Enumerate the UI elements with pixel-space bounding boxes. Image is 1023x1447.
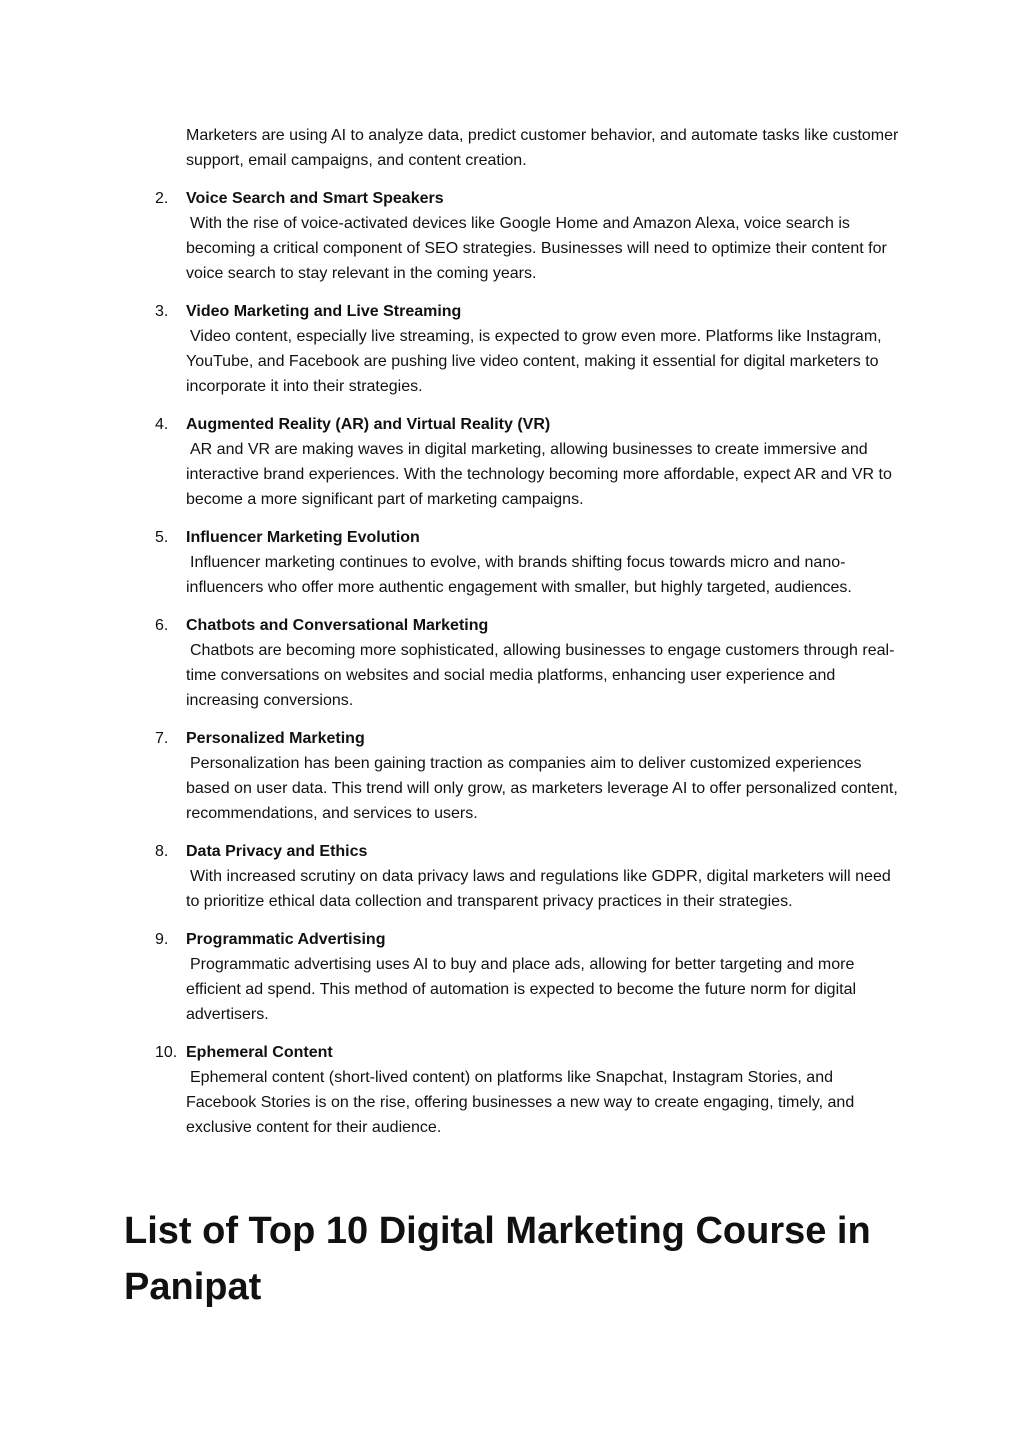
list-item-number: 9. — [155, 931, 169, 948]
list-item-title: Personalized Marketing — [186, 730, 365, 747]
list-item-title: Chatbots and Conversational Marketing — [186, 617, 489, 634]
list-item-number: 6. — [155, 617, 169, 634]
list-item-body: Personalization has been gaining traction as companies aim to deliver customized experiences based on user data. This trend will only grow, as marketers leverage AI to offer personalized content, recommendations, and services to users. — [186, 755, 898, 822]
section-heading: List of Top 10 Digital Marketing Course in Panipat — [124, 1210, 871, 1308]
list-item-title: Data Privacy and Ethics — [186, 843, 368, 860]
list-item — [0, 726, 906, 826]
list-item-body: AR and VR are making waves in digital marketing, allowing businesses to create immersive and interactive brand experiences. With the technology becoming more affordable, expect AR and VR to become a more significant part of marketing campaigns. — [186, 441, 892, 508]
list-item-title: Video Marketing and Live Streaming — [186, 303, 462, 320]
list-item — [0, 1040, 906, 1140]
list-item-number: 10. — [155, 1044, 178, 1061]
list-item — [0, 299, 906, 399]
list-item-title: Augmented Reality (AR) and Virtual Reality (VR) — [186, 416, 551, 433]
list-item-number: 3. — [155, 303, 169, 320]
list-item-body: Ephemeral content (short-lived content) on platforms like Snapchat, Instagram Stories, and Facebook Stories is on the rise, offering businesses a new way to create engaging, timely, and exclusive content for their audience. — [186, 1069, 855, 1136]
list-item-body: Influencer marketing continues to evolve, with brands shifting focus towards micro and nano-influencers who offer more authentic engagement with smaller, but highly targeted, audiences. — [186, 554, 852, 596]
list-item-number: 4. — [155, 416, 169, 433]
intro-paragraph: Marketers are using AI to analyze data, predict customer behavior, and automate tasks like customer support, email campaigns, and content creation. — [186, 127, 899, 169]
list-item-title: Programmatic Advertising — [186, 931, 386, 948]
trend-list — [0, 186, 1023, 1153]
list-item-number: 8. — [155, 843, 169, 860]
list-item — [0, 186, 906, 286]
list-item-body: Video content, especially live streaming, is expected to grow even more. Platforms like Instagram, YouTube, and Facebook are pushing live video content, making it essential for digital marketers to incorporate it into their strategies. — [186, 328, 882, 395]
list-item-title: Influencer Marketing Evolution — [186, 529, 420, 546]
list-item-body: With the rise of voice-activated devices like Google Home and Amazon Alexa, voice search is becoming a critical component of SEO strategies. Businesses will need to optimize their content for voice search to stay relevant in the coming years. — [186, 215, 887, 282]
list-item — [0, 839, 906, 914]
list-item-body: With increased scrutiny on data privacy laws and regulations like GDPR, digital marketers will need to prioritize ethical data collection and transparent privacy practices in their strategies. — [186, 868, 891, 910]
list-item-title: Voice Search and Smart Speakers — [186, 190, 444, 207]
list-item-number: 7. — [155, 730, 169, 747]
list-item — [0, 525, 906, 600]
list-item — [0, 927, 906, 1027]
list-item-number: 2. — [155, 190, 169, 207]
list-item-number: 5. — [155, 529, 169, 546]
list-item-body: Programmatic advertising uses AI to buy and place ads, allowing for better targeting and more efficient ad spend. This method of automation is expected to become the future norm for digital advertisers. — [186, 956, 857, 1023]
list-item — [0, 613, 906, 713]
list-item — [0, 412, 906, 512]
list-item-title: Ephemeral Content — [186, 1044, 333, 1061]
list-item-body: Chatbots are becoming more sophisticated, allowing businesses to engage customers through real-time conversations on websites and social media platforms, enhancing user experience and increasing conversions. — [186, 642, 895, 709]
